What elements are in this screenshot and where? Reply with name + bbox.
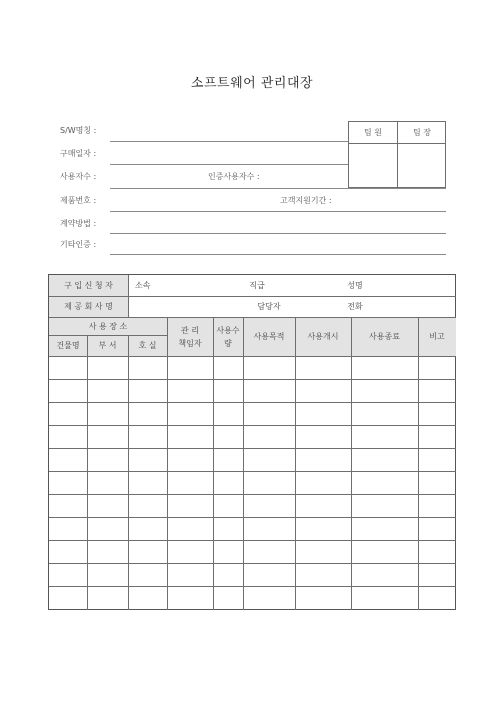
phone-label: 전화 bbox=[347, 302, 363, 311]
team-member-header: 팀 원 bbox=[364, 128, 382, 137]
page-title: 소프트웨어 관리대장 bbox=[190, 76, 314, 91]
manager-header: 관 리 책임자 bbox=[178, 325, 202, 348]
user-count-label: 사용자수 : bbox=[60, 172, 97, 181]
purchase-date-field[interactable] bbox=[110, 164, 348, 165]
contact-person-label: 담당자 bbox=[257, 302, 281, 311]
product-number-field[interactable] bbox=[110, 211, 446, 212]
approval-box bbox=[348, 121, 446, 188]
support-period-label: 고객지원기간 : bbox=[280, 196, 332, 205]
location-group-header: 사 용 장 소 bbox=[88, 321, 128, 331]
note-header: 비고 bbox=[429, 332, 445, 341]
software-usage-table bbox=[48, 274, 456, 610]
requester-header: 구 입 신 청 자 bbox=[64, 281, 113, 290]
affiliation-label: 소속 bbox=[135, 281, 151, 290]
product-number-label: 제품번호 : bbox=[60, 196, 97, 205]
certified-user-count-label: 인증사용자수 : bbox=[208, 172, 260, 181]
room-header: 호 실 bbox=[138, 341, 157, 350]
purchase-date-label: 구매일자 : bbox=[60, 149, 97, 158]
department-header: 부 서 bbox=[98, 341, 117, 350]
other-cert-label: 기타인증 : bbox=[60, 240, 97, 249]
position-label: 직급 bbox=[249, 281, 265, 290]
user-count-field[interactable] bbox=[110, 188, 446, 189]
building-header: 건물명 bbox=[56, 341, 80, 350]
start-header: 사용개시 bbox=[307, 332, 339, 341]
sw-name-field[interactable] bbox=[110, 141, 348, 142]
vendor-header: 제 공 회 사 명 bbox=[64, 302, 113, 311]
team-leader-header: 팀 장 bbox=[413, 128, 431, 137]
quantity-header: 사용수 량 bbox=[216, 325, 240, 348]
contract-method-label: 계약방법 : bbox=[60, 219, 97, 228]
team-leader-sign-cell[interactable] bbox=[398, 144, 446, 188]
other-cert-field[interactable] bbox=[110, 254, 446, 255]
name-label: 성명 bbox=[347, 281, 363, 290]
end-header: 사용종료 bbox=[369, 332, 400, 341]
purpose-header: 사용목적 bbox=[253, 332, 285, 341]
team-member-sign-cell[interactable] bbox=[349, 144, 397, 188]
sw-name-label: S/W명칭 : bbox=[60, 126, 97, 135]
contract-method-field[interactable] bbox=[110, 233, 446, 234]
